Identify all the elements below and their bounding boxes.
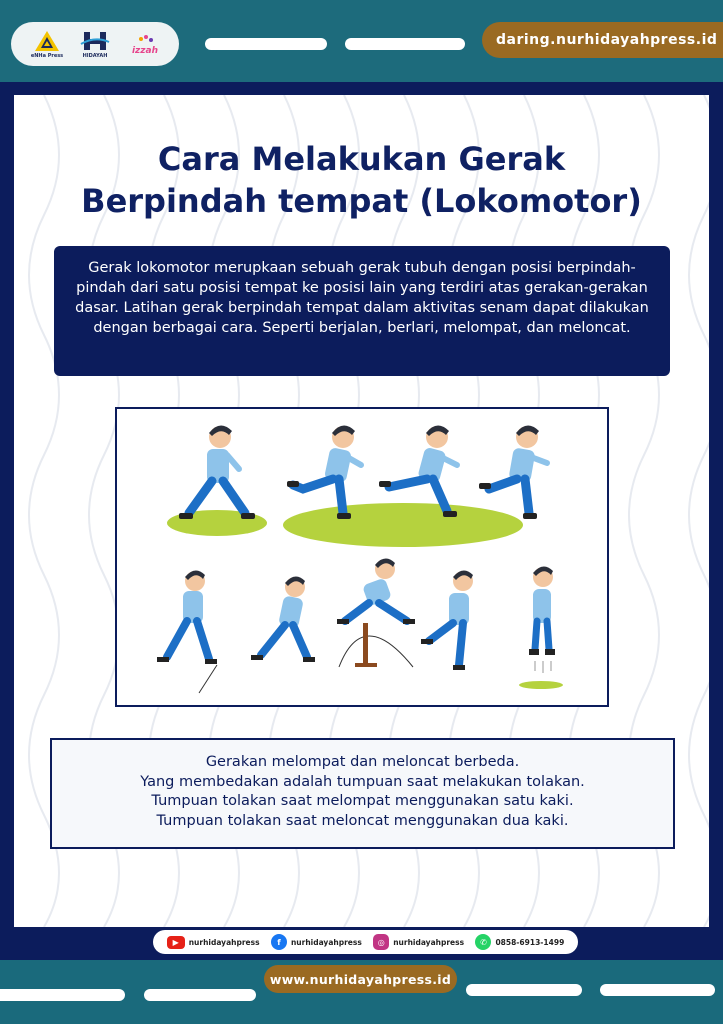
hopping-figure [157, 570, 217, 693]
grass-patch [283, 503, 523, 547]
hopping-figure [251, 576, 315, 662]
caption-line: Tumpuan tolakan saat meloncat menggunakan dua kaki. [156, 812, 569, 829]
youtube-link[interactable]: ▶ nurhidayahpress [167, 936, 260, 949]
walking-figure [179, 425, 255, 519]
intro-text-box: Gerak lokomotor merupkaan sebuah gerak tubuh dengan posisi berpindah-pindah dari satu posisi tempat ke posisi lain yang terdiri atas gerakan-gerakan dasar. Latihan gerak berpindah tempat dalam aktivitas senam dapat dilakukan dengan berbagai cara. Seperti berjalan, berlari, melompat, dan meloncat. [54, 246, 670, 376]
title-line-2: Berpindah tempat (Lokomotor) [81, 182, 642, 220]
decor-bar [600, 984, 715, 996]
youtube-icon: ▶ [167, 936, 185, 949]
caption-line: Gerakan melompat dan meloncat berbeda. [205, 754, 520, 770]
decor-bar [466, 984, 582, 996]
footer-url[interactable]: www.nurhidayahpress.id [264, 965, 457, 993]
caption-box [50, 738, 675, 849]
caption-line: Yang membedakan adalah tumpuan saat melakukan tolakan. [140, 773, 585, 790]
instagram-icon: ◎ [373, 934, 389, 950]
social-links [153, 930, 578, 954]
page-title [14, 138, 709, 222]
title-line-1: Cara Melakukan Gerak [157, 140, 566, 178]
top-bar [0, 0, 723, 82]
decor-bar [144, 989, 256, 1001]
running-figure [479, 425, 547, 519]
jumping-over-hurdle-figure [337, 558, 415, 667]
whatsapp-icon: ✆ [475, 934, 491, 950]
leaping-figure [421, 570, 473, 670]
header-url[interactable]: daring.nurhidayahpress.id [482, 22, 723, 58]
decor-bar [0, 989, 125, 1001]
vertical-jump-figure [529, 566, 555, 673]
facebook-icon: f [271, 934, 287, 950]
whatsapp-link[interactable]: ✆ 0858-6913-1499 [475, 934, 564, 950]
caption-line: Tumpuan tolakan saat melompat menggunakan satu kaki. [151, 793, 574, 809]
decor-bar [205, 38, 327, 50]
running-figure [287, 425, 361, 519]
decor-bar [345, 38, 465, 50]
logo-group [11, 22, 179, 66]
locomotor-illustration [115, 407, 609, 707]
grass-patch [519, 681, 563, 689]
izzah-logo: izzah [123, 26, 167, 62]
enha-press-logo: eNHa Press [27, 26, 67, 62]
instagram-link[interactable]: ◎ nurhidayahpress [373, 934, 464, 950]
facebook-link[interactable]: f nurhidayahpress [271, 934, 362, 950]
hidayah-logo: HIDAYAH [75, 26, 115, 62]
